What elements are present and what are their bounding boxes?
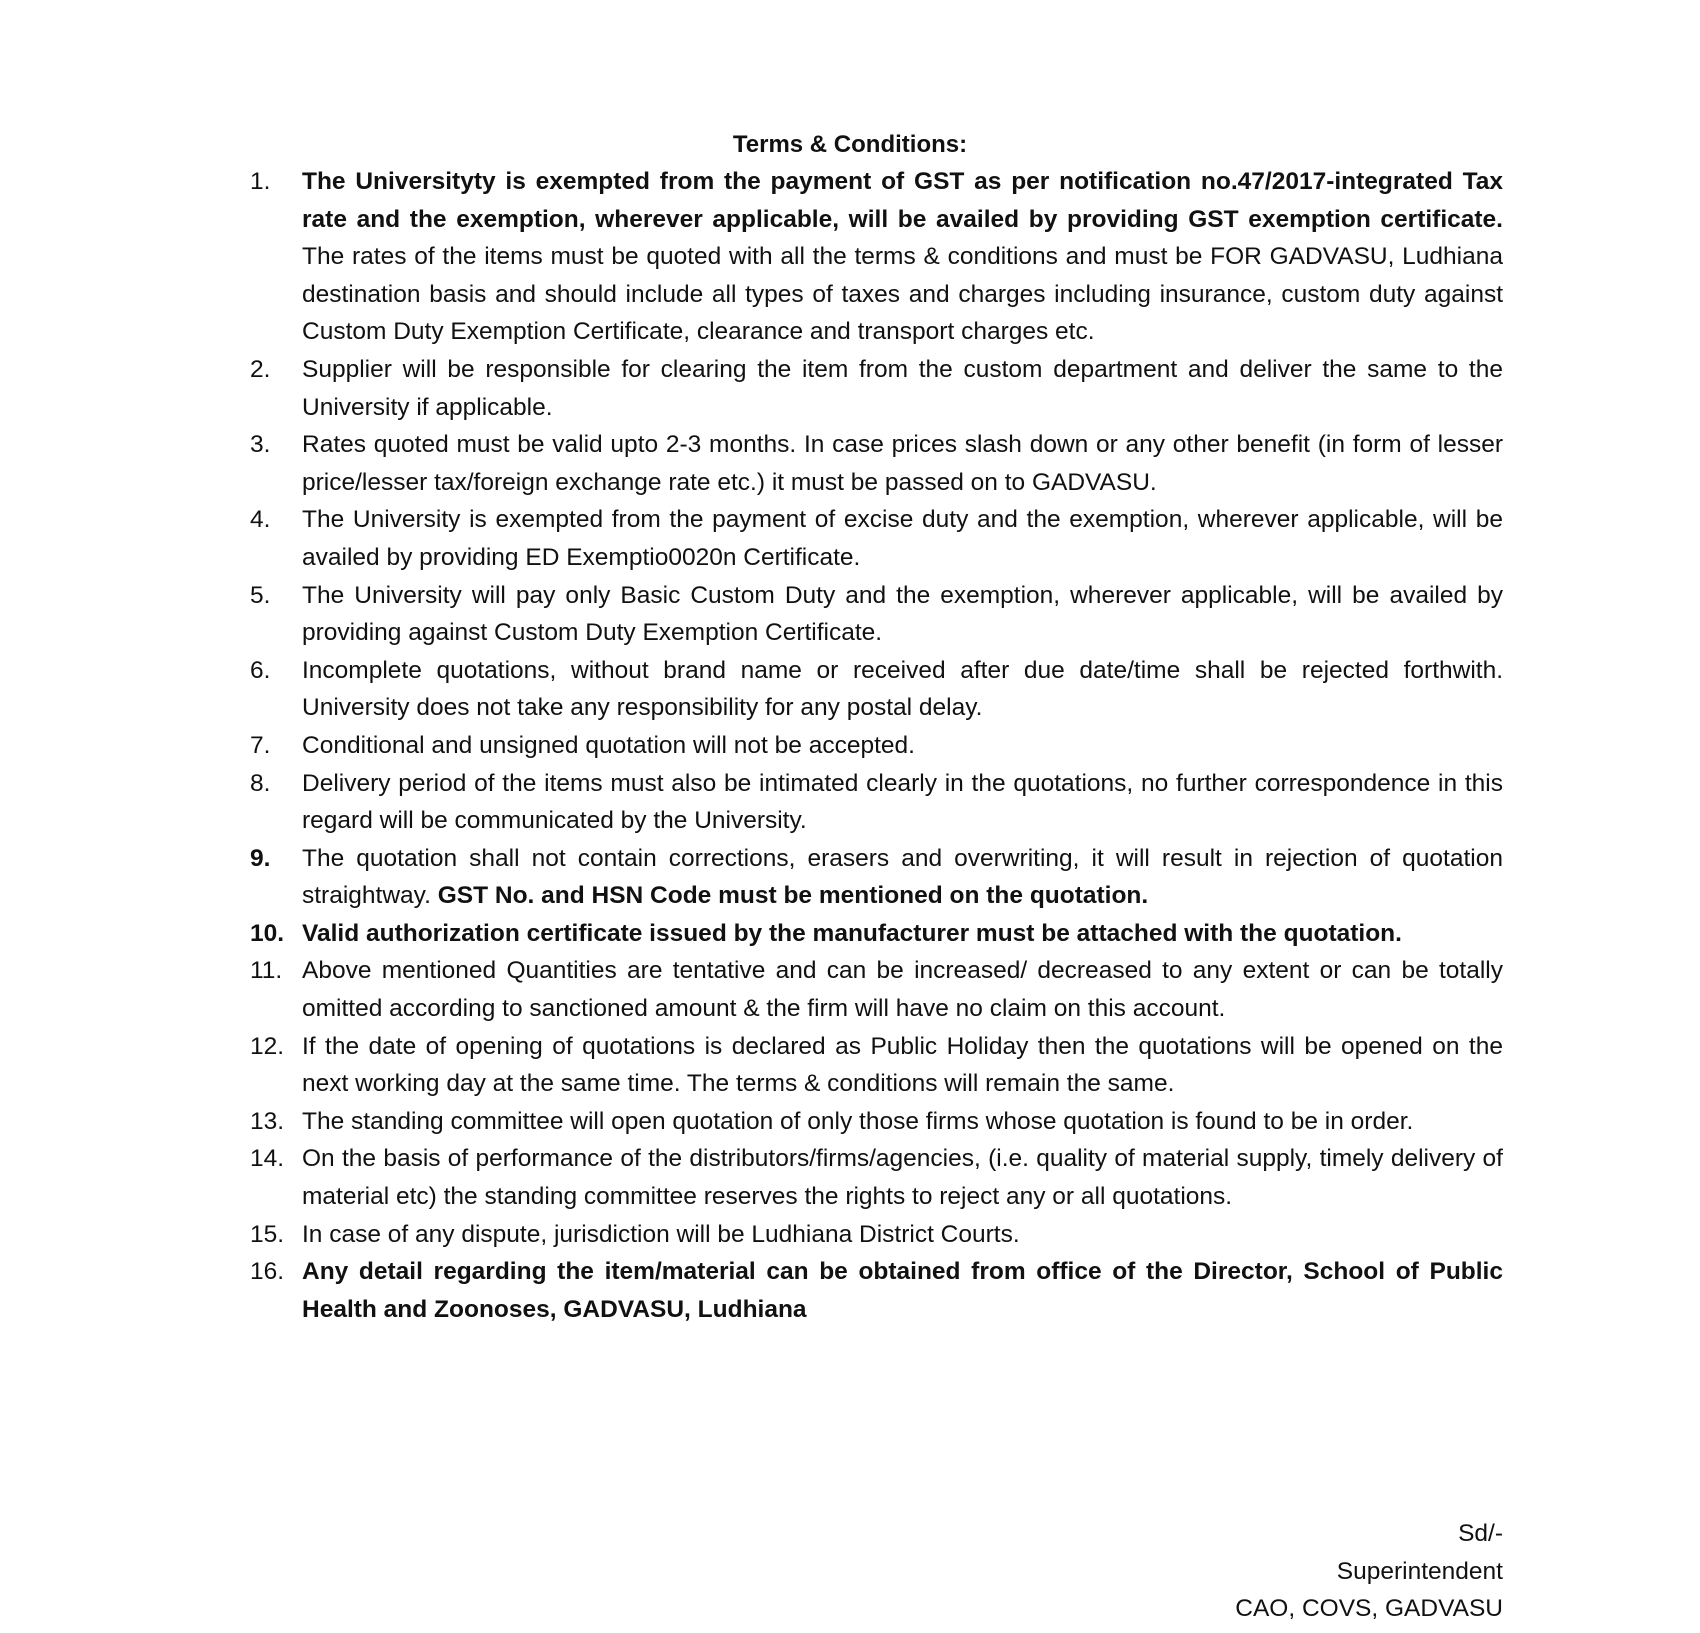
signature-office: CAO, COVS, GADVASU — [1235, 1595, 1503, 1623]
term-text: Rates quoted must be valid upto 2-3 months. In case prices slash down or any other benefit (in form of lesser price/lesser tax/foreign exchange rate etc.) it must be passed on to GADVASU. — [302, 431, 1503, 496]
term-text: Delivery period of the items must also be intimated clearly in the quotations, no further correspondence in this regard will be communicated by the University. — [302, 769, 1503, 835]
term-text: If the date of opening of quotations is declared as Public Holiday then the quotations will be opened on the next working day at the same time. The terms & conditions will remain the same. — [302, 1032, 1503, 1098]
term-item-8 — [250, 765, 1503, 840]
term-number: 16. — [250, 1258, 285, 1286]
term-text: On the basis of performance of the distributors/firms/agencies, (i.e. quality of material supply, timely delivery of material etc) the standing committee reserves the rights to reject any or all quotations. — [302, 1145, 1503, 1211]
term-item-16 — [250, 1253, 1503, 1328]
term-text: The standing committee will open quotation of only those firms whose quotation is found to be in order. — [302, 1107, 1414, 1135]
term-number: 1. — [250, 168, 271, 195]
term-regular-text: The quotation shall not contain corrections, erasers and overwriting, it will result in rejection of quotation straightway. — [302, 844, 1503, 910]
term-text: Conditional and unsigned quotation will not be accepted. — [302, 731, 915, 759]
term-item-7 — [250, 727, 1503, 765]
term-number: 13. — [250, 1107, 285, 1135]
term-item-5 — [250, 577, 1503, 652]
terms-list — [250, 163, 1503, 1328]
term-item-6 — [250, 652, 1503, 727]
term-item-10 — [250, 915, 1503, 953]
term-item-15 — [250, 1216, 1503, 1254]
term-number: 15. — [250, 1220, 285, 1248]
term-bold-text: GST No. and HSN Code must be mentioned on the quotation. — [437, 882, 1149, 910]
term-number: 14. — [250, 1145, 285, 1173]
term-number: 5. — [250, 581, 271, 609]
term-item-11 — [250, 952, 1503, 1027]
term-text: The University will pay only Basic Custom Duty and the exemption, wherever applicable, will be availed by providing against Custom Duty Exemption Certificate. — [302, 581, 1503, 647]
signature-block — [1235, 1515, 1503, 1628]
term-text — [302, 163, 1503, 351]
term-text: Incomplete quotations, without brand name or received after due date/time shall be rejected forthwith. University does not take any responsibility for any postal delay. — [302, 656, 1503, 722]
term-item-12 — [250, 1028, 1503, 1103]
term-text: Valid authorization certificate issued by the manufacturer must be attached with the quotation. — [302, 919, 1402, 947]
term-number: 12. — [250, 1032, 285, 1060]
term-regular-text: The rates of the items must be quoted with all the terms & conditions and must be FOR GADVASU, Ludhiana destination basis and should include all types of taxes and charges including insurance, custom duty against Custom Duty Exemption Certificate, clearance and transport charges etc. — [302, 243, 1503, 346]
term-text — [302, 840, 1503, 915]
term-number: 3. — [250, 431, 271, 459]
term-item-9 — [250, 840, 1503, 915]
term-text: In case of any dispute, jurisdiction will be Ludhiana District Courts. — [302, 1220, 1020, 1248]
term-text: Supplier will be responsible for clearing the item from the custom department and deliver the same to the University if applicable. — [302, 355, 1503, 421]
term-item-2 — [250, 351, 1503, 426]
term-item-1 — [250, 163, 1503, 351]
term-number: 10. — [250, 919, 285, 947]
term-number: 8. — [250, 769, 271, 797]
term-number: 9. — [250, 844, 271, 872]
term-number: 6. — [250, 656, 271, 684]
signature-designation: Superintendent — [1336, 1557, 1503, 1585]
term-number: 4. — [250, 506, 271, 534]
term-number: 2. — [250, 355, 271, 383]
term-text: The University is exempted from the payment of excise duty and the exemption, wherever applicable, will be availed by providing ED Exemptio0020n Certificate. — [302, 506, 1503, 571]
term-item-3 — [250, 426, 1503, 501]
term-item-4 — [250, 501, 1503, 576]
document-title: Terms & Conditions: — [732, 131, 968, 158]
term-item-14 — [250, 1140, 1503, 1215]
term-item-13 — [250, 1103, 1503, 1141]
signature-sd: Sd/- — [1458, 1520, 1503, 1547]
term-text: Any detail regarding the item/material can be obtained from office of the Director, School of Public Health and Zoonoses, GADVASU, Ludhiana — [302, 1258, 1503, 1323]
term-number: 11. — [250, 957, 283, 985]
term-number: 7. — [250, 731, 271, 759]
term-bold-text: The Universityty is exempted from the payment of GST as per notification no.47/2017-integrated Tax rate and the exemption, wherever applicable, will be availed by providing GST exemption certificate. — [302, 168, 1503, 233]
term-text: Above mentioned Quantities are tentative and can be increased/ decreased to any extent or can be totally omitted according to sanctioned amount & the firm will have no claim on this account. — [302, 957, 1503, 1023]
